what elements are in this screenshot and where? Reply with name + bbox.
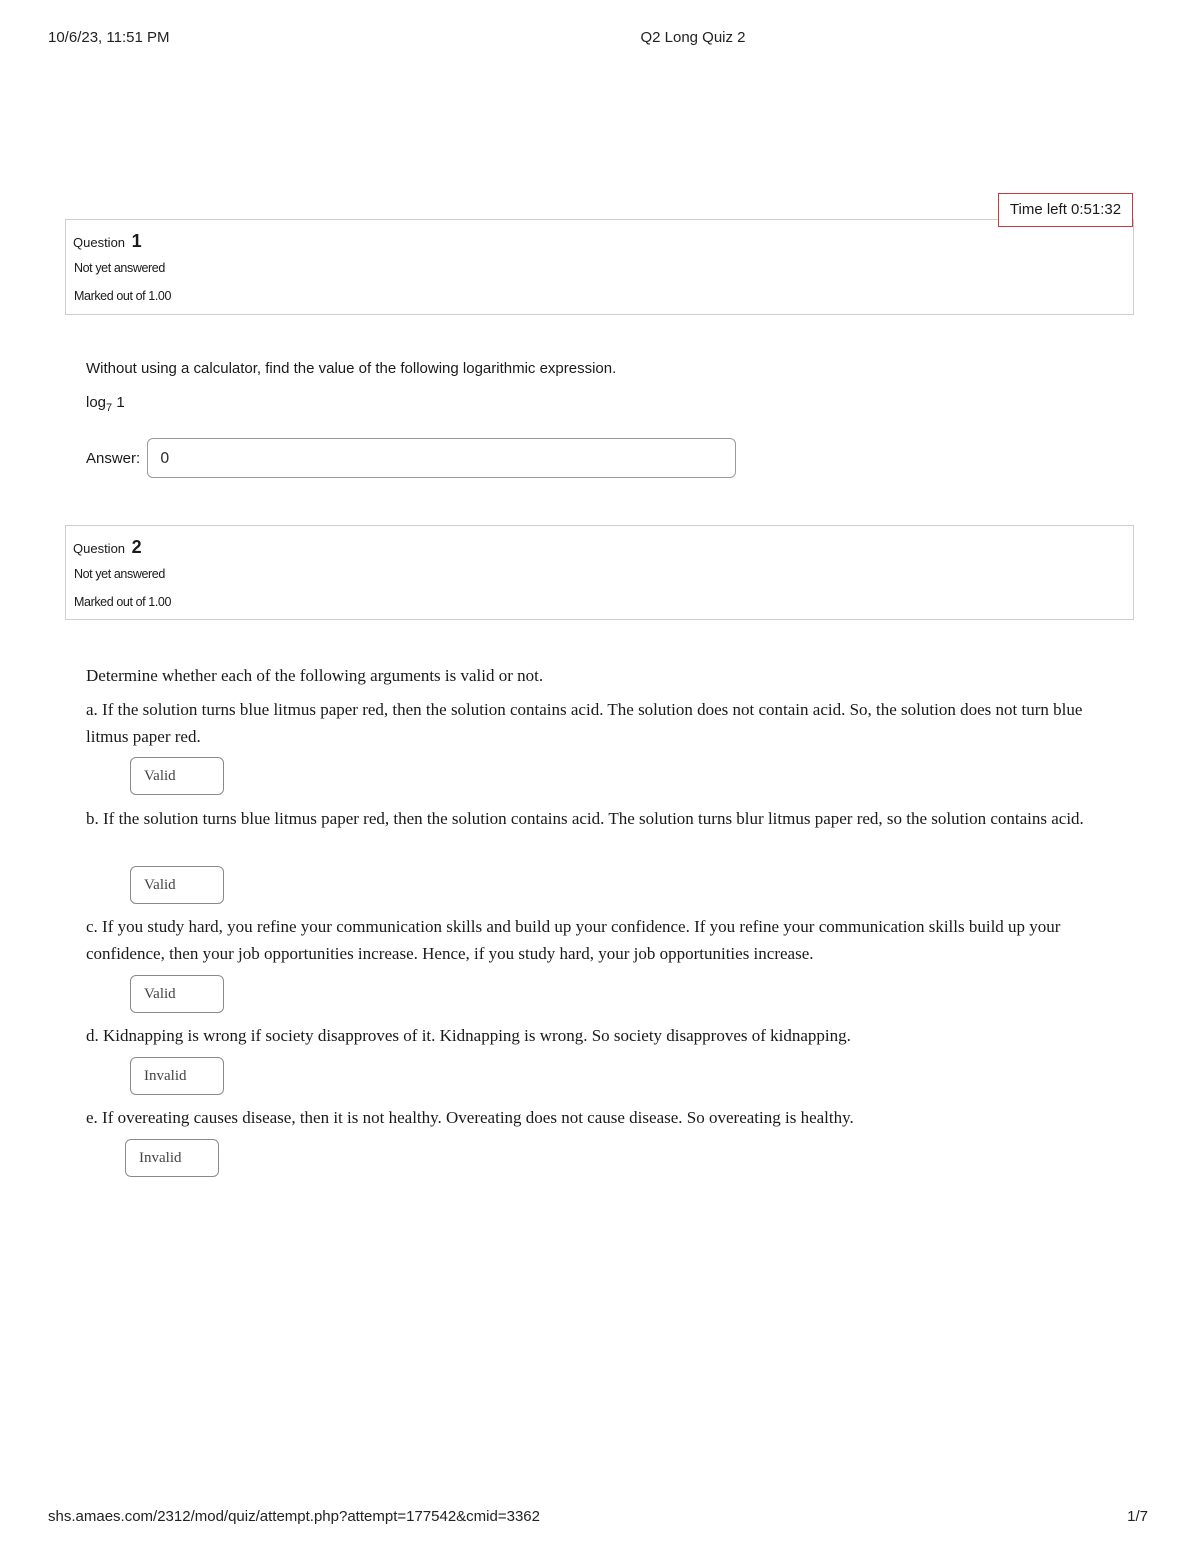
argument-b-text: b. If the solution turns blue litmus paper red, then the solution contains acid. The solution turns blur litmus paper red, so the solution contains acid. (86, 809, 1084, 828)
argument-a-select[interactable]: Valid (130, 757, 224, 795)
log-argument: 1 (116, 394, 125, 411)
question-info-1 (65, 219, 1134, 315)
question-number-value: 1 (131, 231, 142, 251)
quiz-timer: Time left 0:51:32 (998, 193, 1133, 227)
question-state: Not yet answered (74, 261, 165, 275)
question-number-2 (73, 537, 142, 558)
question-text-1: Without using a calculator, find the value of the following logarithmic expression. (86, 360, 617, 377)
question-grade: Marked out of 1.00 (74, 595, 172, 609)
argument-e-text: e. If overeating causes disease, then it is not healthy. Overeating does not cause disease. So overeating is healthy. (86, 1108, 854, 1127)
print-title: Q2 Long Quiz 2 (640, 29, 746, 46)
argument-d-text: d. Kidnapping is wrong if society disapproves of it. Kidnapping is wrong. So society disapproves of kidnapping. (86, 1026, 851, 1045)
argument-b-select[interactable]: Valid (130, 866, 224, 904)
answer-label: Answer: (86, 450, 141, 467)
answer-input[interactable] (147, 438, 736, 478)
question-grade: Marked out of 1.00 (74, 289, 172, 303)
argument-c-text: c. If you study hard, you refine your communication skills and build up your confidence. If you refine your communication skills build up your confidence, then your job opportunities increase. Hence, if you study hard, your job opportunities increase. (86, 917, 1061, 963)
log-subscript: 7 (106, 402, 113, 414)
argument-a-text: a. If the solution turns blue litmus paper red, then the solution contains acid. The solution does not contain acid. So, the solution does not turn blue litmus paper red. (86, 700, 1083, 746)
argument-c-select[interactable]: Valid (130, 975, 224, 1013)
question-number-value: 2 (131, 537, 142, 557)
print-page-number: 1/7 (1127, 1508, 1148, 1525)
question-text-2: Determine whether each of the following arguments is valid or not. (86, 666, 544, 685)
argument-d-select[interactable]: Invalid (130, 1057, 224, 1095)
question-state: Not yet answered (74, 567, 165, 581)
question-number-1 (73, 231, 142, 252)
print-url: shs.amaes.com/2312/mod/quiz/attempt.php?attempt=177542&cmid=3362 (48, 1508, 540, 1525)
log-expression (86, 394, 125, 414)
print-datetime: 10/6/23, 11:51 PM (48, 29, 170, 46)
question-label: Question (73, 541, 126, 556)
question-label: Question (73, 235, 126, 250)
log-base-text: log (86, 394, 107, 411)
argument-e-select[interactable]: Invalid (125, 1139, 219, 1177)
question-info-2 (65, 525, 1134, 620)
